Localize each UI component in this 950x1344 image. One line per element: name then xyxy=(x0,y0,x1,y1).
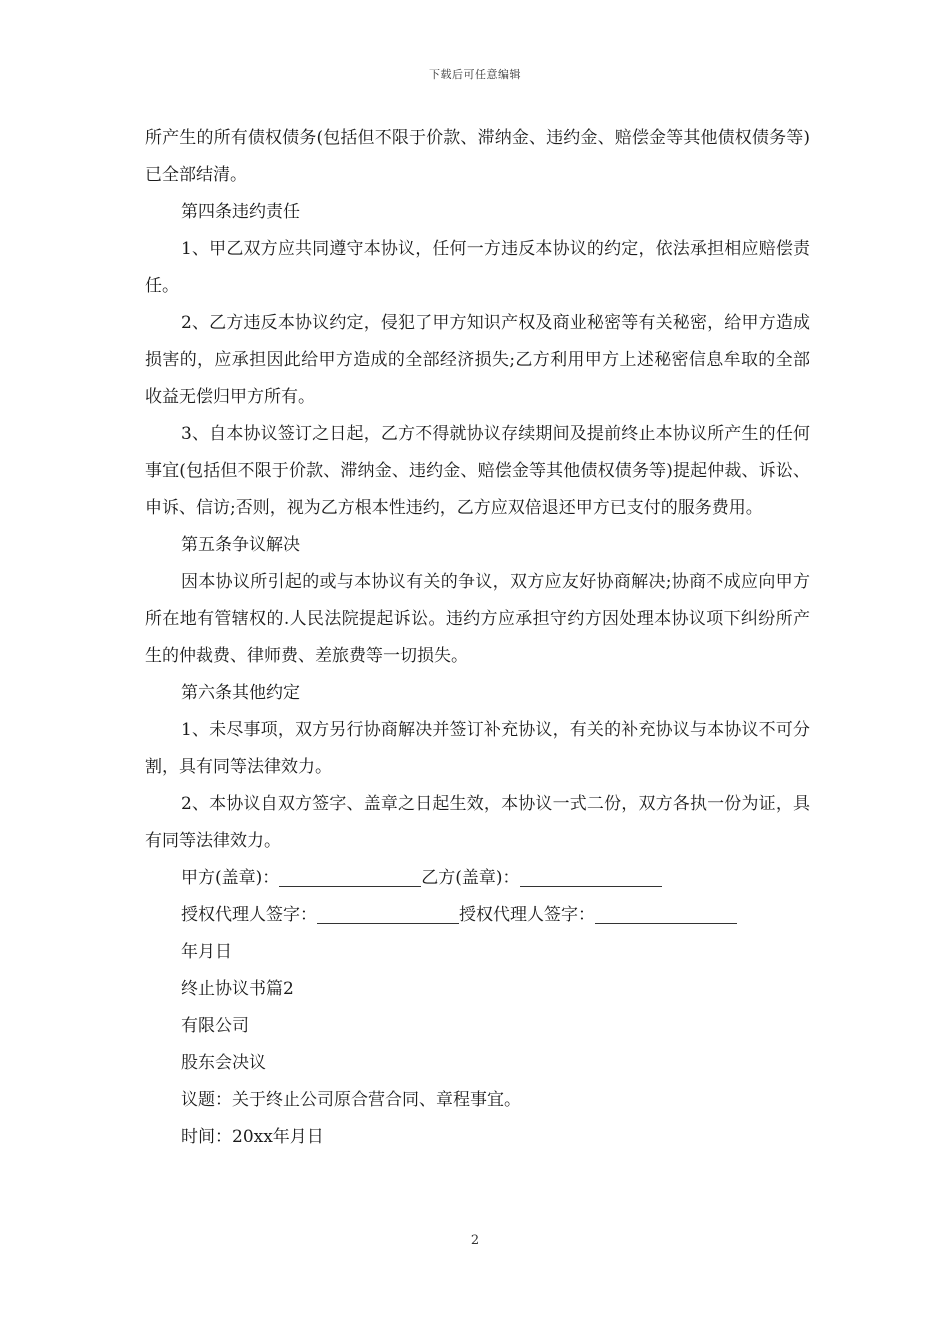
clause-5: 因本协议所引起的或与本协议有关的争议，双方应友好协商解决;协商不成应向甲方所在地有管辖权的.人民法院提起诉讼。违约方应承担守约方因处理本协议项下纠纷所产生的仲裁费、律师费、差旅费等一切损失。 xyxy=(145,572,810,666)
document-subtitle: 终止协议书篇2 xyxy=(181,979,294,999)
clause-4-3: 3、自本协议签订之日起，乙方不得就协议存续期间及提前终止本协议所产生的任何事宜(包括但不限于价款、滞纳金、违约金、赔偿金等其他债权债务等)提起仲裁、诉讼、申诉、信访;否则，视为乙方根本性违约，乙方应双倍退还甲方已支付的服务费用。 xyxy=(145,424,810,518)
agenda-line: 议题：关于终止公司原合营合同、章程事宜。 xyxy=(181,1090,521,1110)
clause-6-1: 1、未尽事项，双方另行协商解决并签订补充协议，有关的补充协议与本协议不可分割，具有同等法律效力。 xyxy=(145,720,810,777)
date-line: 年月日 xyxy=(181,942,232,962)
clause-4-2: 2、乙方违反本协议约定，侵犯了甲方知识产权及商业秘密等有关秘密，给甲方造成损害的，应承担因此给甲方造成的全部经济损失;乙方利用甲方上述秘密信息牟取的全部收益无偿归甲方所有。 xyxy=(145,313,810,407)
clause-6-2: 2、本协议自双方签字、盖章之日起生效，本协议一式二份，双方各执一份为证，具有同等法律效力。 xyxy=(145,794,810,851)
section-heading-dispute: 第五条争议解决 xyxy=(181,535,300,555)
party-b-seal-blank xyxy=(520,864,662,887)
document-body xyxy=(145,120,810,1156)
company-name-line: 有限公司 xyxy=(181,1016,249,1036)
party-a-seal-blank xyxy=(279,864,421,887)
section-heading-breach: 第四条违约责任 xyxy=(181,202,300,222)
resolution-title: 股东会决议 xyxy=(181,1053,266,1073)
clause-4-1: 1、甲乙双方应共同遵守本协议，任何一方违反本协议的约定，依法承担相应赔偿责任。 xyxy=(145,239,810,296)
section-heading-other: 第六条其他约定 xyxy=(181,683,300,703)
agent-sign-line xyxy=(145,897,810,934)
seal-line xyxy=(145,860,810,897)
agent-sign-a-label: 授权代理人签字： xyxy=(181,905,317,925)
party-a-seal-label: 甲方(盖章)： xyxy=(181,868,280,888)
agent-sign-a-blank xyxy=(317,901,459,924)
party-b-seal-label: 乙方(盖章)： xyxy=(421,868,520,888)
paragraph-continuation: 所产生的所有债权债务(包括但不限于价款、滞纳金、违约金、赔偿金等其他债权债务等)已全部结清。 xyxy=(145,128,810,185)
page-number: 2 xyxy=(470,1233,480,1248)
page-header: 下载后可任意编辑 xyxy=(429,68,521,81)
agent-sign-b-blank xyxy=(595,901,737,924)
time-line: 时间：20xx年月日 xyxy=(181,1127,324,1147)
agent-sign-b-label: 授权代理人签字： xyxy=(459,905,595,925)
